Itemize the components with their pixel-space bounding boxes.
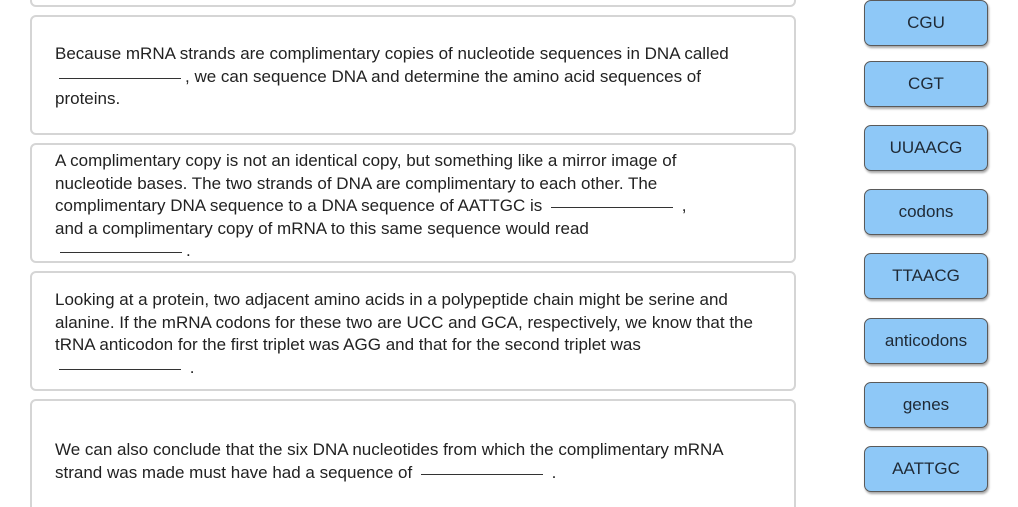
statement-3-text xyxy=(55,289,755,379)
drop-target-blank-2[interactable] xyxy=(551,206,673,208)
statement-1-part-b: , we can sequence DNA and determine the amino acid sequences of proteins. xyxy=(55,66,701,108)
drop-target-blank-3[interactable] xyxy=(60,251,182,253)
statement-4-part-a: We can also conclude that the six DNA nucleotides from which the complimentary mRNA strand was made must have had a sequence of xyxy=(55,440,723,482)
statement-2-part-a: A complimentary copy is not an identical copy, but something like a mirror image of nucleotide bases. The two strands of DNA are complimentary to each other. The complimentary DNA sequence to a DNA sequence of AATTGC is xyxy=(55,151,677,215)
statement-card-previous xyxy=(30,0,796,7)
drop-target-blank-1[interactable] xyxy=(59,77,181,79)
statement-3-part-b: . xyxy=(185,357,195,377)
statement-2-part-c: and a complimentary copy of mRNA to this same sequence would read xyxy=(55,218,589,238)
answer-chip-codons[interactable]: codons xyxy=(864,189,988,235)
answer-chip-aattgc[interactable]: AATTGC xyxy=(864,446,988,492)
answer-chip-anticodons[interactable]: anticodons xyxy=(864,318,988,364)
drop-target-blank-4[interactable] xyxy=(59,368,181,370)
answer-chip-cgt[interactable]: CGT xyxy=(864,61,988,107)
statement-3-part-a: Looking at a protein, two adjacent amino acids in a polypeptide chain might be serine and alanine. If the mRNA codons for these two are UCC and GCA, respectively, we know that the tRNA anticodon for the first triplet was AGG and that for the second triplet was xyxy=(55,290,753,354)
drop-target-blank-5[interactable] xyxy=(421,473,543,475)
statement-4-part-b: . xyxy=(546,462,557,482)
answer-chip-cgu[interactable]: CGU xyxy=(864,0,988,46)
statement-2-text xyxy=(55,150,755,263)
statement-card-3 xyxy=(30,271,796,391)
statement-2-part-d: . xyxy=(186,241,191,260)
statement-card-4 xyxy=(30,399,796,507)
statement-2-part-b: , xyxy=(676,196,687,215)
statement-4-text xyxy=(55,439,755,484)
statement-card-1 xyxy=(30,15,796,135)
answer-chip-ttaacg[interactable]: TTAACG xyxy=(864,253,988,299)
answer-chip-uuaacg[interactable]: UUAACG xyxy=(864,125,988,171)
statement-1-part-a: Because mRNA strands are complimentary copies of nucleotide sequences in DNA called xyxy=(55,44,729,63)
statement-1-text xyxy=(55,43,755,111)
answer-chip-genes[interactable]: genes xyxy=(864,382,988,428)
statement-card-2 xyxy=(30,143,796,263)
